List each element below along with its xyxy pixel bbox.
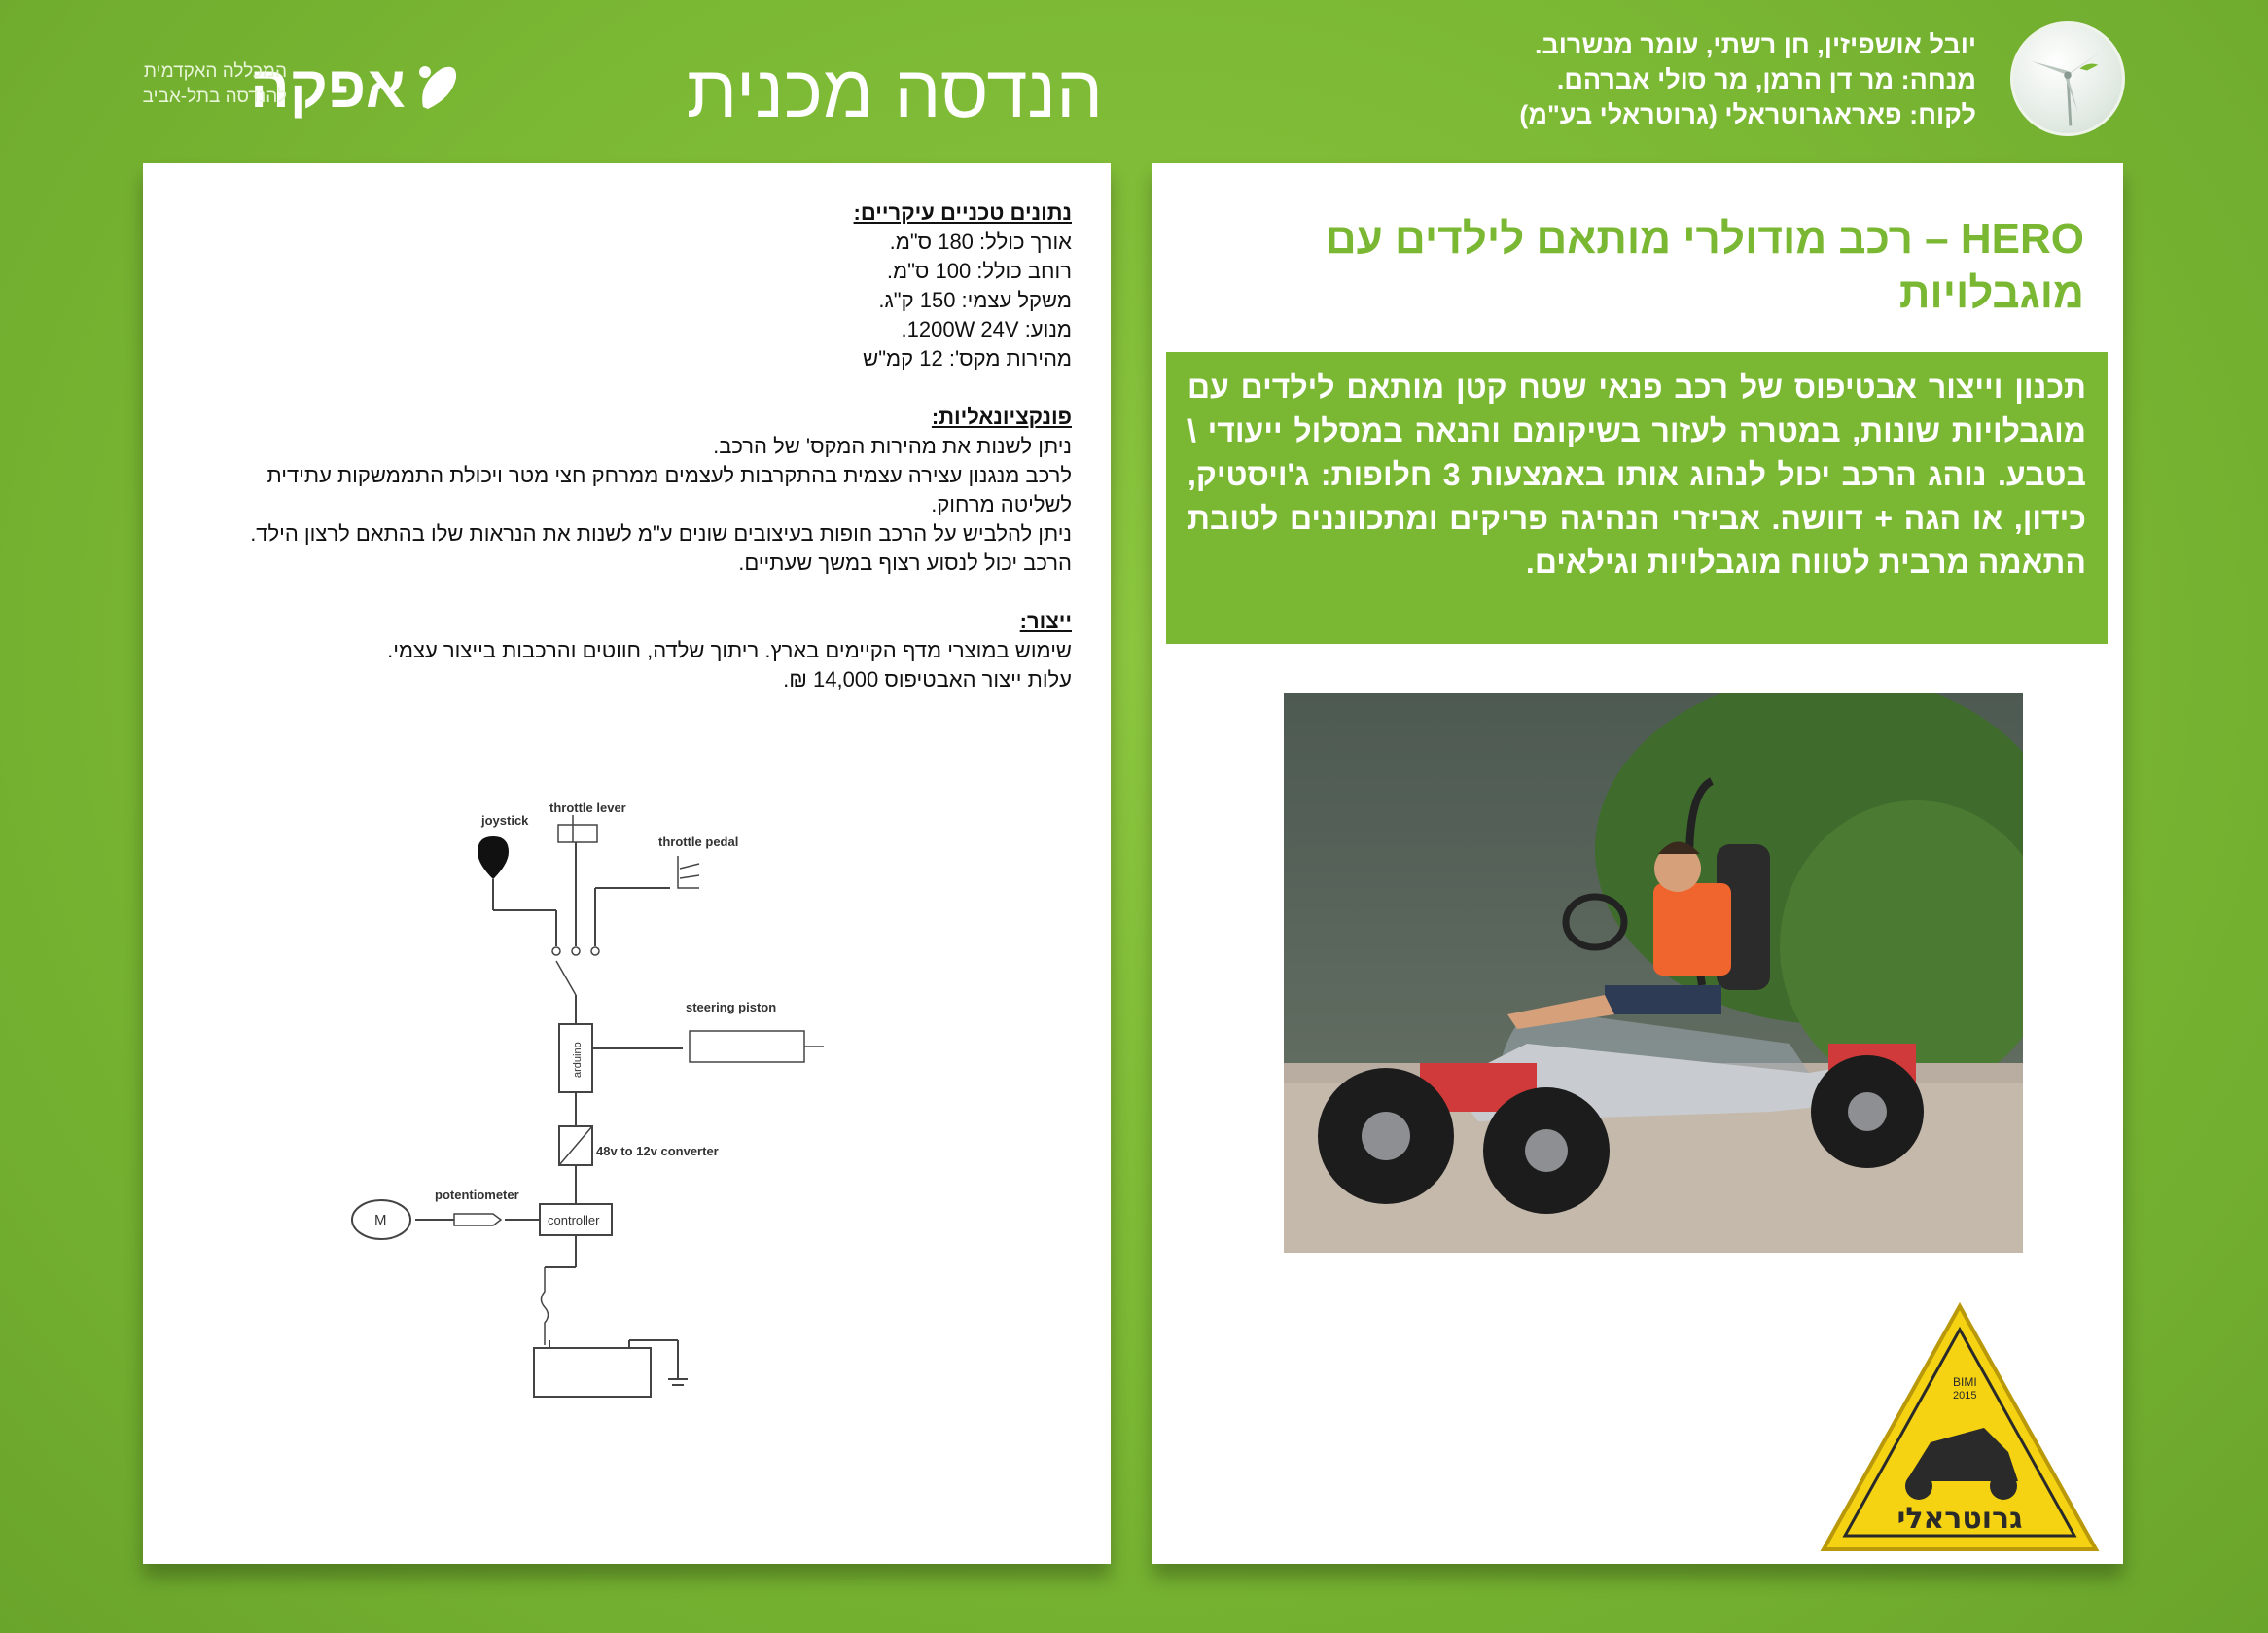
steering-piston-icon bbox=[690, 1031, 804, 1062]
afeka-subtitle: המכללה האקדמית להנדסה בתל-אביב bbox=[142, 61, 287, 107]
functional-title: פונקציונאליות: bbox=[931, 405, 1072, 429]
spec-length: אורך כולל: 180 ס"מ. bbox=[889, 230, 1072, 254]
diagram-joystick-label: joystick bbox=[481, 813, 529, 828]
diagram-converter-label: 48v to 12v converter bbox=[596, 1144, 719, 1158]
vehicle-photo bbox=[1284, 693, 2023, 1253]
battery-icon bbox=[534, 1348, 651, 1397]
spec-weight: משקל עצמי: 150 ק"ג. bbox=[878, 288, 1072, 312]
joystick-icon bbox=[478, 836, 509, 879]
specs-section bbox=[177, 198, 1072, 694]
badge-top-text: BIMI bbox=[1953, 1375, 1977, 1389]
production-item: שימוש במוצרי מדף הקיימים בארץ. ריתוך שלדה, חווטים והרכבות בייצור עצמי. bbox=[387, 638, 1072, 662]
functional-item: לרכב מנגנון עצירה עצמית בהתקרבות לעצמים ממרחק חצי מטר ויכולת התממשקות עתידית bbox=[266, 463, 1072, 487]
diagram-potentiometer-label: potentiometer bbox=[435, 1188, 519, 1202]
diagram-motor-label: M bbox=[374, 1212, 387, 1228]
functional-item: לשליטה מרחוק. bbox=[931, 492, 1072, 516]
throttle-pedal-icon bbox=[678, 856, 699, 888]
project-description: תכנון וייצור אבטיפוס של רכב פנאי שטח קטן מותאם לילדים עם מוגבלויות שונות, במטרה לעזור בשיקומם והנאה במסלול ייעודי \ בטבע. נוהג הרכב יכול לנהוג אותו באמצעות 3 חלופות: ג'ויסטיק, כידון, או הגה + דוושה. אביזרי הנהיגה פריקים ומתכווננים לטובת התאמה מרבית לטווח מוגבלויות וגילאים. bbox=[1166, 352, 2108, 644]
diagram-throttle-pedal-label: throttle pedal bbox=[658, 834, 739, 849]
functional-item: ניתן לשנות את מהירות המקס' של הרכב. bbox=[713, 434, 1072, 458]
spec-motor: מנוע: 1200W 24V. bbox=[901, 317, 1072, 341]
badge-text: גרוטראלי bbox=[1896, 1502, 2023, 1536]
advisors-line: מנחה: מר דן הרמן, מר סולי אברהם. bbox=[1556, 65, 1976, 94]
spec-speed: מהירות מקס': 12 קמ"ש bbox=[863, 346, 1072, 371]
grutorali-badge bbox=[1814, 1296, 2106, 1559]
afeka-brand: אפקה bbox=[250, 54, 406, 120]
diagram-steering-piston-label: steering piston bbox=[686, 1000, 777, 1014]
client-line: לקוח: פאראגרוטראלי (גרוטראלי בע"מ) bbox=[1519, 100, 1976, 129]
left-panel bbox=[143, 163, 1111, 1564]
wind-turbine-logo bbox=[2010, 21, 2125, 136]
page-title: הנדסה מכנית bbox=[686, 51, 1104, 133]
diagram-throttle-lever-label: throttle lever bbox=[549, 800, 626, 815]
students-line: יובל אושפיזין, חן רשתי, עומר מנשרוב. bbox=[1534, 30, 1976, 59]
spec-width: רוחב כולל: 100 ס"מ. bbox=[886, 259, 1072, 283]
badge-year: 2015 bbox=[1953, 1390, 1977, 1402]
right-panel bbox=[1152, 163, 2123, 1564]
control-diagram bbox=[318, 786, 940, 1525]
potentiometer-icon bbox=[454, 1214, 501, 1225]
diagram-arduino-label: arduino bbox=[572, 1042, 584, 1078]
functional-item: הרכב יכול לנסוע רצוף במשך שעתיים. bbox=[738, 550, 1072, 575]
throttle-lever-icon bbox=[558, 825, 597, 842]
afeka-leaf-icon bbox=[413, 58, 462, 117]
functional-item: ניתן להלביש על הרכב חופות בעיצובים שונים ע"מ לשנות את הנראות שלו בהתאם לרצון הילד. bbox=[250, 521, 1072, 546]
production-title: ייצור: bbox=[1019, 609, 1072, 633]
wind-turbine-icon bbox=[2013, 24, 2122, 133]
afeka-logo bbox=[141, 53, 462, 131]
technical-title: נתונים טכניים עיקריים: bbox=[853, 200, 1072, 225]
team-info bbox=[1432, 27, 1976, 132]
diagram-controller-label: controller bbox=[548, 1213, 600, 1227]
project-title: HERO – רכב מודולרי מותאם לילדים עם מוגבלויות bbox=[1325, 215, 2084, 317]
production-item: עלות ייצור האבטיפוס 14,000 ₪. bbox=[783, 667, 1072, 692]
